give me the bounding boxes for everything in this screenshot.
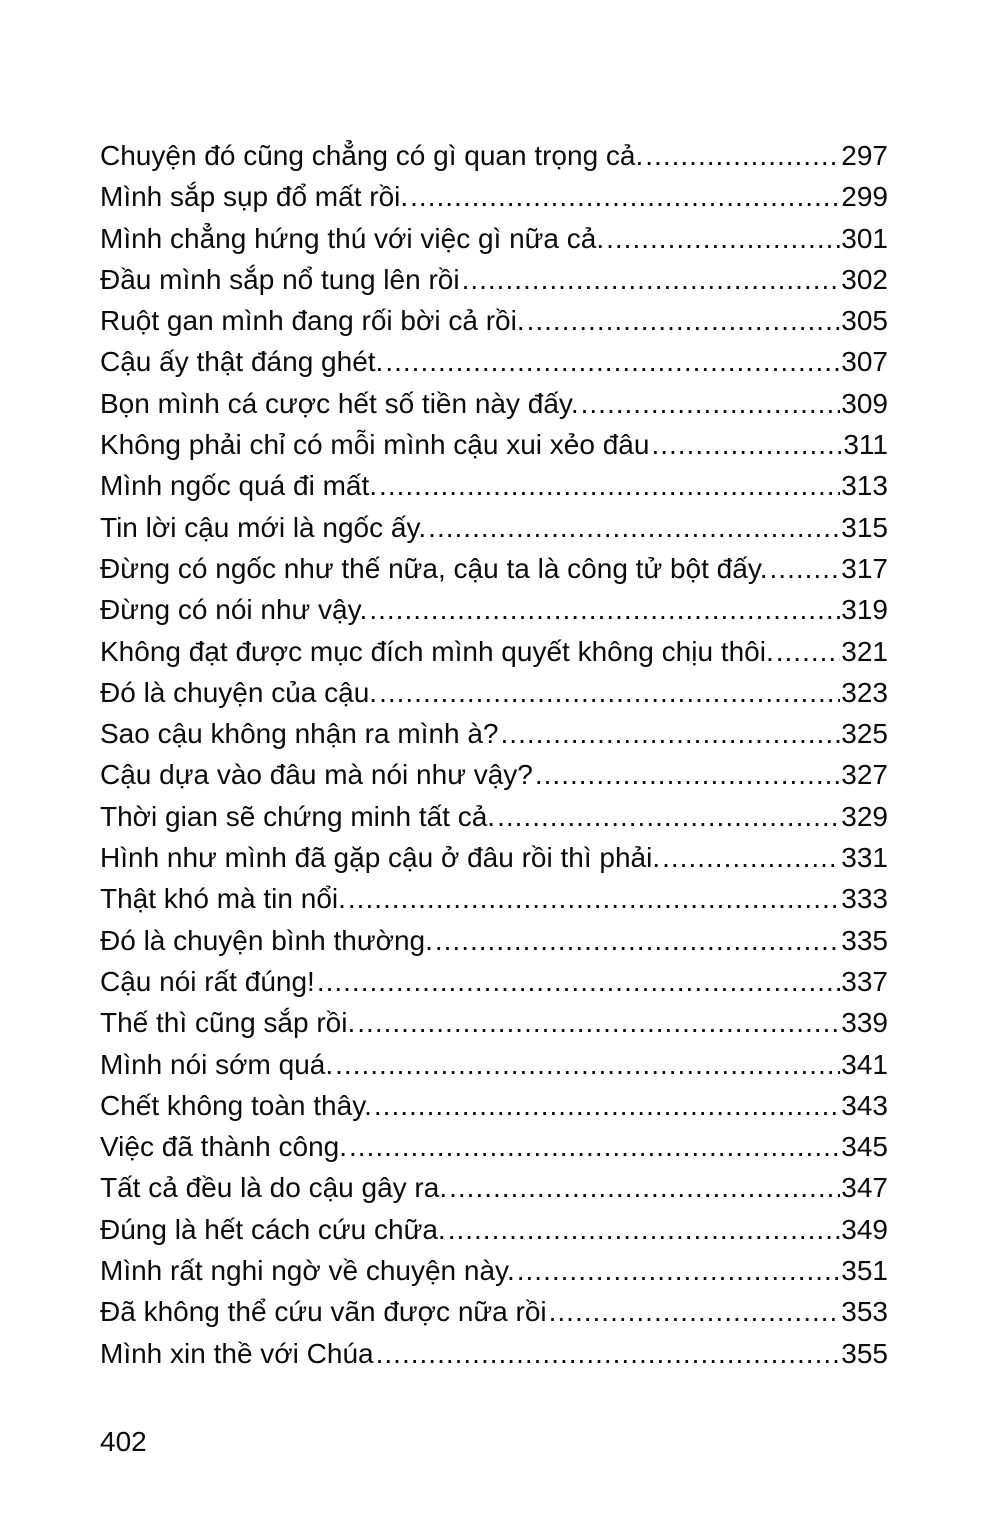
toc-entry-title: Thật khó mà tin nổi. <box>100 883 346 915</box>
toc-dot-leader <box>517 1250 841 1291</box>
toc-dot-leader <box>348 878 840 919</box>
toc-entry-row <box>100 961 888 1002</box>
toc-entry-page: 349 <box>841 1213 888 1245</box>
toc-entry-page: 307 <box>841 346 888 378</box>
toc-entry-row <box>100 176 888 217</box>
toc-entry-page: 339 <box>841 1007 888 1039</box>
toc-entry-page: 335 <box>841 924 888 956</box>
toc-entry-title: Chuyện đó cũng chẳng có gì quan trọng cả. <box>100 140 644 171</box>
toc-entry-row <box>100 754 888 795</box>
toc-entry-title: Tất cả đều là do cậu gây ra. <box>100 1172 448 1204</box>
toc-dot-leader <box>651 424 842 465</box>
toc-dot-leader <box>376 1333 841 1374</box>
toc-entry-page: 343 <box>841 1089 888 1121</box>
toc-entry-row <box>100 218 888 259</box>
toc-entry-row <box>100 507 888 548</box>
toc-dot-leader <box>435 920 840 961</box>
toc-entry-page: 345 <box>841 1131 888 1163</box>
toc-entry-page: 329 <box>841 800 888 832</box>
toc-entry-page: 331 <box>841 842 888 874</box>
toc-dot-leader <box>428 507 840 548</box>
toc-entry-row <box>100 631 888 672</box>
toc-dot-leader <box>317 961 840 1002</box>
toc-entry-row <box>100 878 888 919</box>
toc-dot-leader <box>385 341 840 382</box>
toc-entry-title: Bọn mình cá cược hết số tiền này đấy. <box>100 387 579 419</box>
toc-entry-page: 317 <box>841 552 888 584</box>
toc-dot-leader <box>335 1044 840 1085</box>
toc-entry-title: Ruột gan mình đang rối bời cả rồi. <box>100 305 525 337</box>
toc-entry-page: 353 <box>841 1296 888 1328</box>
toc-entry-title: Cậu dựa vào đâu mà nói như vậy? <box>100 759 533 791</box>
toc-entry-title: Sao cậu không nhận ra mình à? <box>100 718 499 750</box>
toc-entry-page: 301 <box>841 222 888 254</box>
toc-entry-title: Mình sắp sụp đổ mất rồi. <box>100 181 409 213</box>
toc-entry-page: 313 <box>841 470 888 502</box>
toc-entry-title: Đừng có ngốc như thế nữa, cậu ta là công tử bột đấy. <box>100 552 768 584</box>
toc-dot-leader <box>379 672 840 713</box>
toc-entry-title: Mình ngốc quá đi mất. <box>100 470 378 502</box>
toc-entry-title: Mình xin thề với Chúa <box>100 1337 374 1369</box>
toc-entry-title: Đó là chuyện bình thường. <box>100 924 433 956</box>
toc-entry-row <box>100 341 888 382</box>
toc-entry-title: Cậu nói rất đúng! <box>100 965 315 997</box>
toc-entry-row <box>100 1002 888 1043</box>
toc-entry-title: Đó là chuyện của cậu. <box>100 676 378 708</box>
toc-dot-leader <box>501 713 841 754</box>
toc-dot-leader <box>448 1209 841 1250</box>
toc-entry-page: 297 <box>841 140 888 171</box>
toc-entry-page: 341 <box>841 1048 888 1080</box>
toc-entry-row <box>100 1209 888 1250</box>
toc-entry-row <box>100 1167 888 1208</box>
toc-dot-leader <box>549 1291 841 1332</box>
toc-entry-title: Chết không toàn thây. <box>100 1089 372 1121</box>
toc-dot-leader <box>379 465 840 506</box>
toc-entry-row <box>100 1333 888 1374</box>
toc-entry-title: Thời gian sẽ chứng minh tất cả. <box>100 800 496 832</box>
toc-entry-title: Hình như mình đã gặp cậu ở đâu rồi thì phải. <box>100 842 661 874</box>
toc-entry-row <box>100 548 888 589</box>
toc-entry-title: Việc đã thành công. <box>100 1131 348 1163</box>
toc-dot-leader <box>410 176 840 217</box>
toc-entry-title: Không phải chỉ có mỗi mình cậu xui xẻo đâu <box>100 429 650 461</box>
toc-entry-title: Tin lời cậu mới là ngốc ấy. <box>100 511 427 543</box>
toc-dot-leader <box>374 1085 840 1126</box>
toc-entry-row <box>100 920 888 961</box>
toc-entry-title: Đã không thể cứu vãn được nữa rồi <box>100 1296 547 1328</box>
toc-dot-leader <box>581 383 841 424</box>
toc-entry-row <box>100 135 888 176</box>
toc-entry-title: Cậu ấy thật đáng ghét. <box>100 346 384 378</box>
toc-entry-page: 323 <box>841 676 888 708</box>
toc-dot-leader <box>662 837 840 878</box>
toc-dot-leader <box>449 1167 840 1208</box>
toc-entry-page: 347 <box>841 1172 888 1204</box>
toc-dot-leader <box>369 589 840 630</box>
toc-entry-page: 299 <box>841 181 888 213</box>
toc-entry-page: 337 <box>841 965 888 997</box>
toc-entry-row <box>100 1126 888 1167</box>
toc-entry-page: 321 <box>841 635 888 667</box>
toc-entry-title: Mình rất nghi ngờ về chuyện này. <box>100 1255 515 1287</box>
toc-entry-row <box>100 713 888 754</box>
toc-entry-row <box>100 1291 888 1332</box>
toc-dot-leader <box>357 1002 840 1043</box>
toc-entry-page: 319 <box>841 594 888 626</box>
toc-entry-row <box>100 1085 888 1126</box>
toc-entry-row <box>100 837 888 878</box>
toc-dot-leader <box>535 754 840 795</box>
toc-dot-leader <box>462 259 841 300</box>
toc-entry-row <box>100 300 888 341</box>
toc-entry-page: 309 <box>841 387 888 419</box>
toc-entry-page: 351 <box>841 1255 888 1287</box>
toc-entry-title: Đừng có nói như vậy. <box>100 594 368 626</box>
toc-dot-leader <box>606 218 840 259</box>
toc-dot-leader <box>645 135 840 176</box>
toc-entry-row <box>100 259 888 300</box>
footer-page-number: 402 <box>100 1426 147 1457</box>
toc-entry-row <box>100 589 888 630</box>
toc-entry-title: Mình chẳng hứng thú với việc gì nữa cả. <box>100 222 605 254</box>
toc-entry-row <box>100 1044 888 1085</box>
toc-entry-title: Không đạt được mục đích mình quyết không chịu thôi. <box>100 635 774 667</box>
toc-dot-leader <box>776 631 841 672</box>
toc-list <box>100 135 888 1374</box>
toc-entry-page: 315 <box>841 511 888 543</box>
toc-entry-title: Thế thì cũng sắp rồi. <box>100 1007 356 1039</box>
toc-entry-page: 327 <box>841 759 888 791</box>
toc-entry-page: 355 <box>841 1337 888 1369</box>
toc-dot-leader <box>770 548 841 589</box>
toc-dot-leader <box>527 300 841 341</box>
toc-entry-row <box>100 465 888 506</box>
toc-entry-page: 302 <box>841 263 888 295</box>
toc-entry-page: 325 <box>841 718 888 750</box>
toc-dot-leader <box>349 1126 840 1167</box>
toc-entry-title: Đầu mình sắp nổ tung lên rồi <box>100 263 460 295</box>
toc-entry-page: 333 <box>841 883 888 915</box>
toc-entry-page: 311 <box>843 429 888 461</box>
toc-entry-row <box>100 1250 888 1291</box>
toc-entry-row <box>100 672 888 713</box>
toc-entry-page: 305 <box>841 305 888 337</box>
toc-entry-title: Đúng là hết cách cứu chữa. <box>100 1213 446 1245</box>
toc-entry-row <box>100 383 888 424</box>
toc-entry-title: Mình nói sớm quá. <box>100 1048 334 1080</box>
toc-dot-leader <box>497 796 840 837</box>
toc-entry-row <box>100 424 888 465</box>
toc-entry-row <box>100 796 888 837</box>
